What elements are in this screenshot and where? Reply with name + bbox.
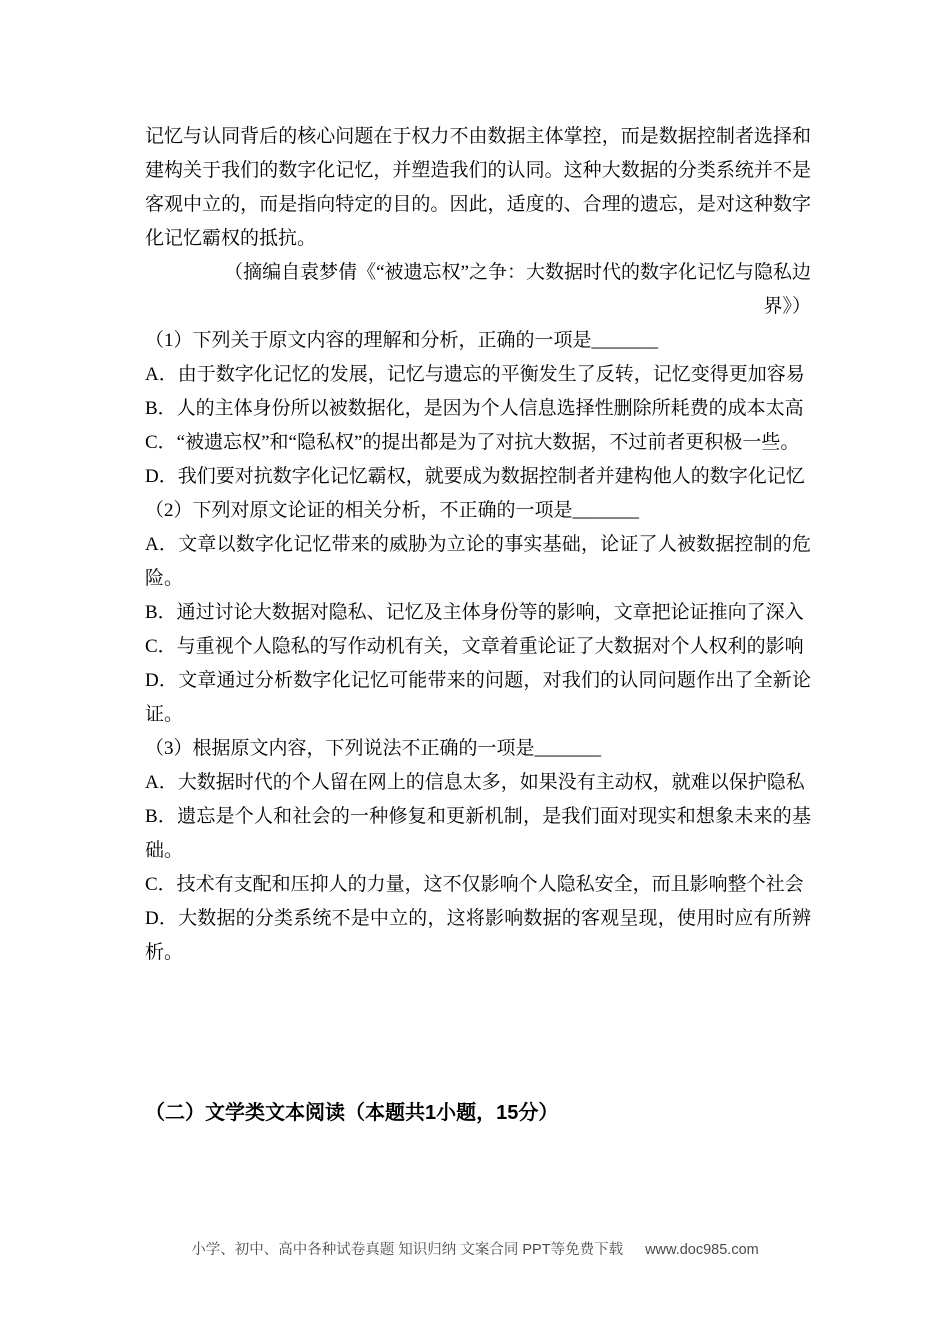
page-footer bbox=[0, 1238, 950, 1259]
body-paragraph: 记忆与认同背后的核心问题在于权力不由数据主体掌控，而是数据控制者选择和建构关于我们的数字化记忆，并塑造我们的认同。这种大数据的分类系统并不是客观中立的，而是指向特定的目的。因此，适度的、合理的遗忘，是对这种数字化记忆霸权的抵抗。 bbox=[145, 126, 811, 249]
question-2-option-d: D．文章通过分析数字化记忆可能带来的问题，对我们的认同问题作出了全新论证。 bbox=[145, 670, 811, 725]
question-1-option-b: B．人的主体身份所以被数据化，是因为个人信息选择性删除所耗费的成本太高 bbox=[145, 398, 804, 419]
question-3-option-b: B．遗忘是个人和社会的一种修复和更新机制，是我们面对现实和想象未来的基础。 bbox=[145, 806, 811, 861]
question-3-option-a: A．大数据时代的个人留在网上的信息太多，如果没有主动权，就难以保护隐私 bbox=[145, 772, 805, 793]
question-1-option-a: A．由于数字化记忆的发展，记忆与遗忘的平衡发生了反转，记忆变得更加容易 bbox=[145, 364, 805, 385]
question-2-option-b: B．通过讨论大数据对隐私、记忆及主体身份等的影响，文章把论证推向了深入 bbox=[145, 602, 804, 623]
attribution-line-2: 界》） bbox=[763, 296, 811, 317]
question-2-option-a: A．文章以数字化记忆带来的威胁为立论的事实基础，论证了人被数据控制的危险。 bbox=[145, 534, 811, 589]
page-content bbox=[145, 120, 811, 1130]
question-3-stem: （3）根据原文内容，下列说法不正确的一项是_______ bbox=[145, 738, 602, 759]
footer-url[interactable]: www.doc985.com bbox=[645, 1242, 759, 1258]
question-1-option-d: D．我们要对抗数字化记忆霸权，就要成为数据控制者并建构他人的数字化记忆 bbox=[145, 466, 805, 487]
question-1-stem: （1）下列关于原文内容的理解和分析，正确的一项是_______ bbox=[145, 330, 659, 351]
question-3-option-d: D．大数据的分类系统不是中立的，这将影响数据的客观呈现，使用时应有所辨析。 bbox=[145, 908, 811, 963]
question-3-option-c: C．技术有支配和压抑人的力量，这不仅影响个人隐私安全，而且影响整个社会 bbox=[145, 874, 804, 895]
section-header: （二）文学类文本阅读（本题共1小题，15分） bbox=[145, 1102, 559, 1124]
question-1-option-c: C．“被遗忘权”和“隐私权”的提出都是为了对抗大数据，不过前者更积极一些。 bbox=[145, 432, 800, 453]
attribution-line-1: （摘编自袁梦倩《“被遗忘权”之争：大数据时代的数字化记忆与隐私边 bbox=[224, 262, 811, 283]
question-2-option-c: C．与重视个人隐私的写作动机有关，文章着重论证了大数据对个人权利的影响 bbox=[145, 636, 804, 657]
question-2-stem: （2）下列对原文论证的相关分析，不正确的一项是_______ bbox=[145, 500, 640, 521]
footer-text: 小学、初中、高中各种试卷真题 知识归纳 文案合同 PPT等免费下载 bbox=[191, 1242, 624, 1258]
